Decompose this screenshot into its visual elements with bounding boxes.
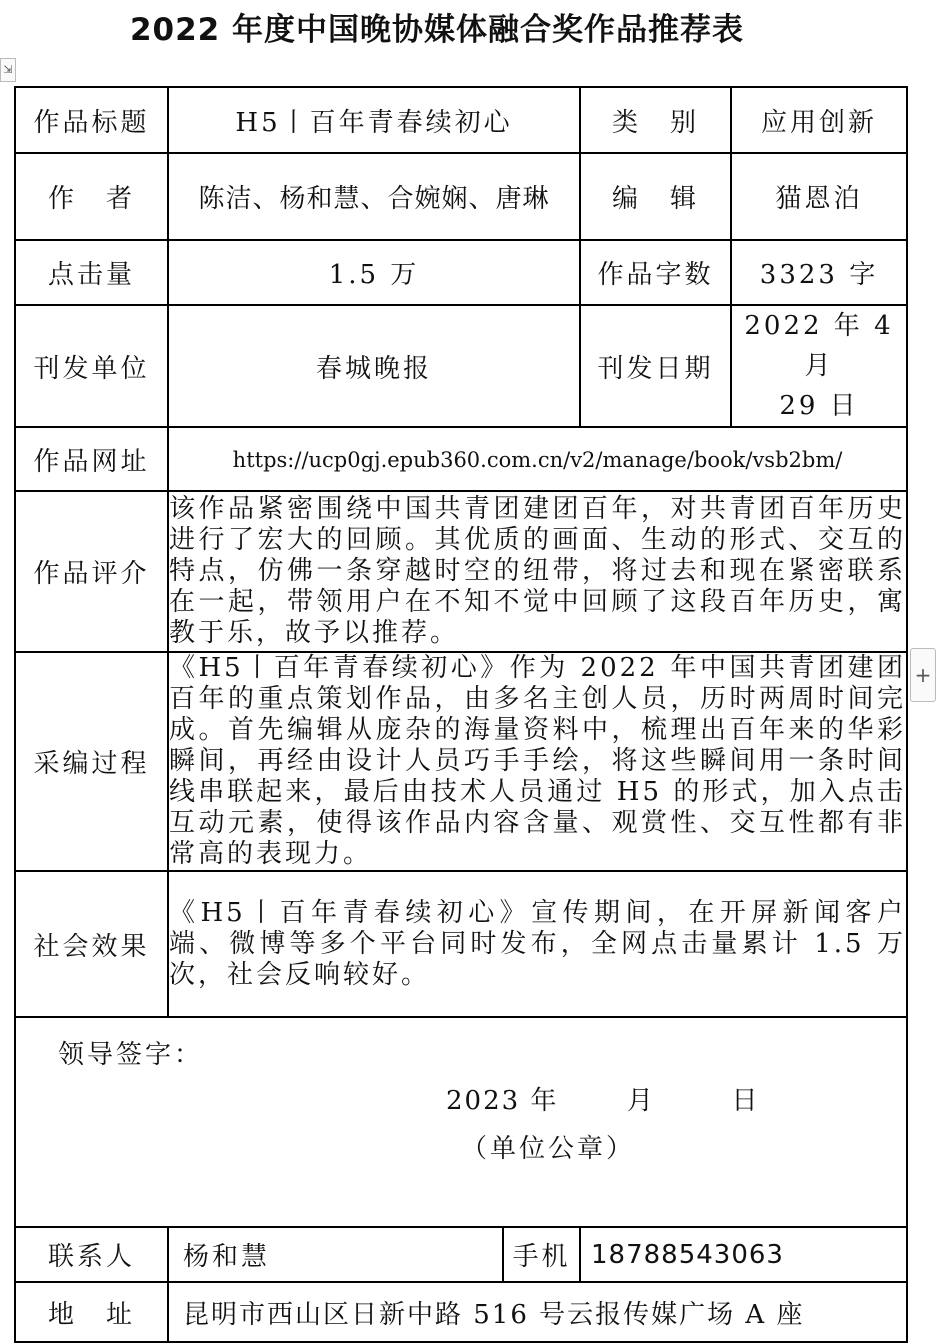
table-move-handle[interactable]	[0, 58, 16, 82]
pubdate-label: 刊发日期	[580, 305, 731, 427]
sign-day: 日	[731, 1086, 760, 1116]
move-arrows-icon: ⇲	[3, 63, 13, 76]
table-row	[15, 652, 907, 871]
process-label: 采编过程	[15, 652, 168, 871]
title-value[interactable]: H5丨百年青春续初心	[168, 87, 580, 153]
pubdate-line-2: 29 日	[779, 391, 859, 421]
table-row	[15, 427, 907, 491]
signature-date	[446, 1080, 760, 1117]
plus-icon: +	[914, 663, 932, 687]
title-label: 作品标题	[15, 87, 168, 153]
phone-number: 18788543063	[591, 1239, 784, 1270]
table-row	[15, 491, 907, 652]
publisher-value[interactable]: 春城晚报	[168, 305, 580, 427]
editor-value[interactable]: 猫恩泊	[731, 153, 907, 240]
author-label: 作 者	[15, 153, 168, 240]
document-title: 2022 年度中国晚协媒体融合奖作品推荐表	[129, 12, 745, 48]
publisher-label: 刊发单位	[15, 305, 168, 427]
contact-label: 联系人	[15, 1227, 168, 1282]
table-row	[15, 240, 907, 305]
phone-label: 手机	[503, 1227, 580, 1282]
clicks-value[interactable]: 1.5 万	[168, 240, 580, 305]
clicks-label: 点击量	[15, 240, 168, 305]
review-text[interactable]: 该作品紧密围绕中国共青团建团百年，对共青团百年历史进行了宏大的回顾。其优质的画面、生动的形式、交互的特点，仿佛一条穿越时空的纽带，将过去和现在紧密联系在一起，带领用户在不知不觉中回顾了这段百年历史，寓教于乐，故予以推荐。	[168, 491, 907, 652]
table-row	[15, 87, 907, 153]
pubdate-line-1: 2022 年 4 月	[744, 311, 894, 381]
effect-text[interactable]: 《H5丨百年青春续初心》宣传期间，在开屏新闻客户端、微博等多个平台同时发布，全网点击量累计 1.5 万次，社会反响较好。	[168, 871, 907, 1017]
recommendation-form-table	[14, 86, 908, 1343]
editor-label: 编 辑	[580, 153, 731, 240]
signature-label: 领导签字：	[58, 1040, 204, 1070]
process-text[interactable]: 《H5丨百年青春续初心》作为 2022 年中国共青团建团百年的重点策划作品，由多名主创人员，历时两周时间完成。首先编辑从庞杂的海量资料中，梳理出百年来的华彩瞬间，再经由设计人员巧手手绘，将这些瞬间用一条时间线串联起来，最后由技术人员通过 H5 的形式，加入点击互动元素，使得该作品内容含量、观赏性、交互性都有非常高的表现力。	[169, 653, 906, 869]
table-row	[15, 153, 907, 240]
url-text: https://ucp0gj.epub360.com.cn/v2/manage/book/vsb2bm/	[232, 448, 843, 472]
table-row	[15, 871, 907, 1017]
category-label: 类 别	[580, 87, 731, 153]
unit-seal-note: （单位公章）	[461, 1134, 636, 1164]
sign-year: 2023 年	[446, 1086, 559, 1116]
add-row-handle[interactable]	[910, 648, 936, 702]
category-value[interactable]: 应用创新	[731, 87, 907, 153]
effect-label: 社会效果	[15, 871, 168, 1017]
review-label: 作品评介	[15, 491, 168, 652]
signature-area[interactable]	[15, 1017, 907, 1227]
pubdate-value[interactable]	[731, 305, 907, 427]
table-row	[15, 1282, 907, 1342]
phone-value[interactable]	[580, 1227, 907, 1282]
sign-month: 月	[626, 1086, 655, 1116]
author-value[interactable]: 陈洁、杨和慧、合婉娴、唐琳	[168, 153, 580, 240]
url-value[interactable]	[168, 427, 907, 491]
wordcount-value[interactable]: 3323 字	[731, 240, 907, 305]
table-row	[15, 305, 907, 427]
address-label: 地 址	[15, 1282, 168, 1342]
wordcount-label: 作品字数	[580, 240, 731, 305]
url-label: 作品网址	[15, 427, 168, 491]
contact-value[interactable]: 杨和慧	[168, 1227, 503, 1282]
table-row	[15, 1227, 907, 1282]
table-row	[15, 1017, 907, 1227]
address-value[interactable]: 昆明市西山区日新中路 516 号云报传媒广场 A 座	[168, 1282, 907, 1342]
